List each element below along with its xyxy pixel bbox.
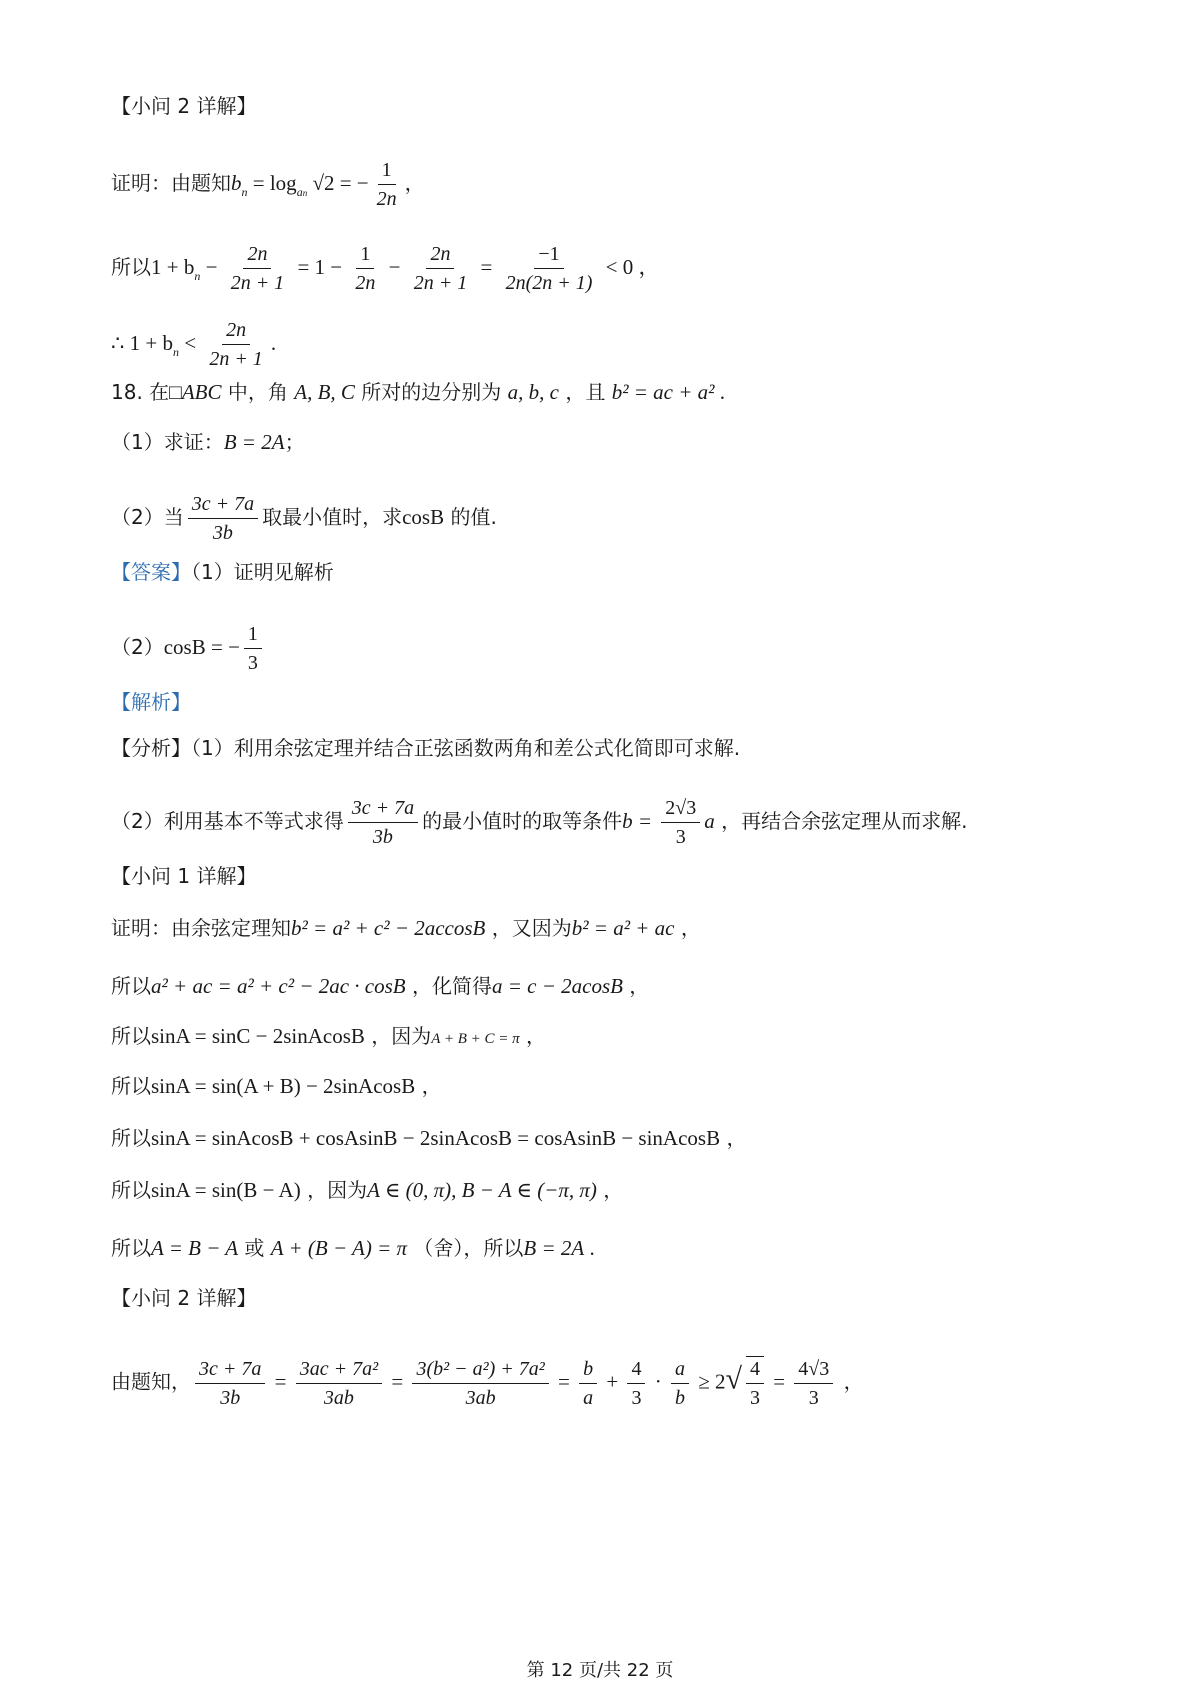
detail-1-line-7: 所以A = B − A 或 A + (B − A) = π （舍），所以B = 2A .	[111, 1236, 595, 1260]
page-footer: 第 12 页/共 22 页	[526, 1660, 674, 1681]
detail-1-line-6: 所以sinA = sin(B − A) ，因为A ∈ (0, π), B − A ∈ (−π, π) ，	[111, 1178, 624, 1202]
proof-line-2: 所以$1 + b_n$ − $\frac{2n}{2n + 1}$ = 1 − $\frac{1}{2n}$ − $\frac{2n}{2n + 1}$ = $\frac{-1}{2n(2n + 1)}$ < 0 ，	[111, 243, 660, 294]
question-18-part-2: （2）当 $\frac{3c + 7a}{3b}$ 取最小值时，求cosB 的值.	[111, 493, 497, 544]
analysis-tag: 【解析】	[111, 690, 191, 714]
question-18-stem: 18. 在□ABC 中，角 A, B, C 所对的边分别为 a, b, c ，且 b² = ac + a² .	[111, 380, 725, 404]
subquestion-1-heading: 【小问 1 详解】	[111, 864, 257, 888]
detail-2-line-1: 由题知， $\frac{3c + 7a}{3b}$ = $\frac{\text{3ac + 7a²}}{3ab}$ = $\frac{\text{3(b² − a²) + 7a²}}{3ab}$ = $\frac{b}{a}$ + $\frac{4}{3}$ · $\frac{a}{b}$ ≥ 2√ $\frac{4}{3}$ = $\frac{4√3}{3}$ ，	[111, 1357, 864, 1409]
answer-line-1: 【答案】（1）证明见解析	[111, 560, 334, 584]
detail-1-line-2: 所以a² + ac = a² + c² − 2ac · cosB ，化简得a = c − 2acosB ，	[111, 974, 650, 998]
subquestion-2-heading: 【小问 2 详解】	[111, 94, 257, 118]
fenxi-line-2: （2）利用基本不等式求得 $\frac{3c + 7a}{3b}$ 的最小值时的取等条件b = $\frac{2√3}{3}$ a ，再结合余弦定理从而求解.	[111, 797, 968, 848]
question-18-part-1: （1）求证：B = 2A；	[111, 430, 305, 454]
proof-line-1: 证明：由题知$b_n = \log_{an} √2$ = − $\frac{1}{2n}$ ，	[111, 159, 425, 210]
detail-1-line-3: 所以sinA = sinC − 2sinAcosB ，因为A + B + C = π ，	[111, 1024, 547, 1048]
detail-1-line-1: 证明：由余弦定理知b² = a² + c² − 2accosB ，又因为b² = a² + ac ，	[111, 916, 701, 940]
answer-tag: 【答案】	[111, 560, 191, 584]
fenxi-line-1: 【分析】（1）利用余弦定理并结合正弦函数两角和差公式化简即可求解.	[111, 736, 741, 760]
detail-1-line-4: 所以sinA = sin(A + B) − 2sinAcosB ，	[111, 1074, 442, 1098]
answer-line-2: （2）cosB = − $\frac{1}{3}$	[111, 622, 266, 675]
subquestion-2-detail-heading: 【小问 2 详解】	[111, 1286, 257, 1310]
detail-1-line-5: 所以sinA = sinAcosB + cosAsinB − 2sinAcosB = cosAsinB − sinAcosB ，	[111, 1126, 747, 1150]
proof-line-3: ∴ $1 + b_n$ < $\frac{2n}{2n + 1}$ .	[111, 319, 277, 370]
